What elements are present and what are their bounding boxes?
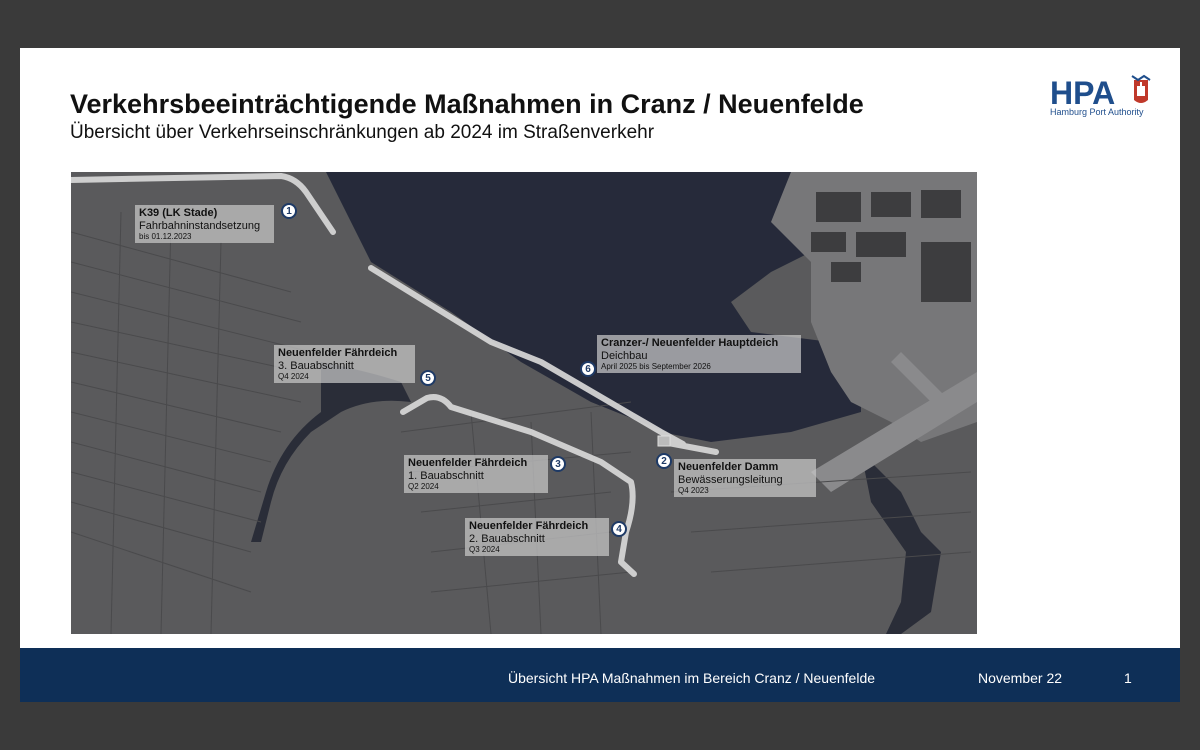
map-label-6[interactable]: [597, 335, 801, 373]
label-5-title: Neuenfelder Fährdeich: [278, 347, 398, 359]
label-1-date: bis 01.12.2023: [139, 232, 192, 242]
label-6-subtitle: Deichbau: [601, 349, 648, 362]
label-4-subtitle: 2. Bauabschnitt: [469, 532, 545, 545]
footer-date: November 22: [978, 670, 1063, 686]
label-4-date: Q3 2024: [469, 545, 500, 555]
label-4-title: Neuenfelder Fährdeich: [469, 520, 589, 532]
label-3-subtitle: 1. Bauabschnitt: [408, 469, 484, 482]
map-label-3[interactable]: [404, 455, 548, 493]
footer-bar: [20, 648, 1180, 702]
map-marker-5[interactable]: 5: [420, 370, 436, 386]
logo-text: HPA: [1050, 75, 1116, 111]
map[interactable]: [71, 172, 977, 634]
map-marker-2[interactable]: 2: [656, 453, 672, 469]
map-label-5[interactable]: [274, 345, 415, 383]
label-1-title: K39 (LK Stade): [139, 207, 218, 219]
label-2-date: Q4 2023: [678, 486, 709, 496]
label-2-title: Neuenfelder Damm: [678, 461, 779, 473]
label-6-date: April 2025 bis September 2026: [601, 362, 711, 372]
label-3-date: Q2 2024: [408, 482, 439, 492]
page-number: 1: [1124, 670, 1132, 686]
label-5-date: Q4 2024: [278, 372, 309, 382]
footer-text: Übersicht HPA Maßnahmen im Bereich Cranz / Neuenfelde: [508, 670, 876, 686]
label-5-subtitle: 3. Bauabschnitt: [278, 359, 354, 372]
page-subtitle: Übersicht über Verkehrseinschränkungen ab 2024 im Straßenverkehr: [70, 122, 655, 143]
map-marker-1[interactable]: 1: [281, 203, 297, 219]
map-marker-6[interactable]: 6: [580, 361, 596, 377]
label-1-subtitle: Fahrbahninstandsetzung: [139, 219, 261, 232]
page-title: Verkehrsbeeinträchtigende Maßnahmen in Cranz / Neuenfelde: [70, 89, 864, 119]
slide: [20, 48, 1180, 702]
map-marker-3[interactable]: 3: [550, 456, 566, 472]
label-6-title: Cranzer-/ Neuenfelder Hauptdeich: [601, 337, 779, 349]
map-label-4[interactable]: [465, 518, 609, 556]
map-marker-4[interactable]: 4: [611, 521, 627, 537]
map-label-1[interactable]: [135, 205, 274, 243]
map-label-2[interactable]: [674, 459, 816, 497]
logo-caption: Hamburg Port Authority: [1050, 107, 1144, 117]
label-3-title: Neuenfelder Fährdeich: [408, 457, 528, 469]
label-2-subtitle: Bewässerungsleitung: [678, 473, 783, 486]
hamburg-crest-icon: [1132, 76, 1150, 103]
